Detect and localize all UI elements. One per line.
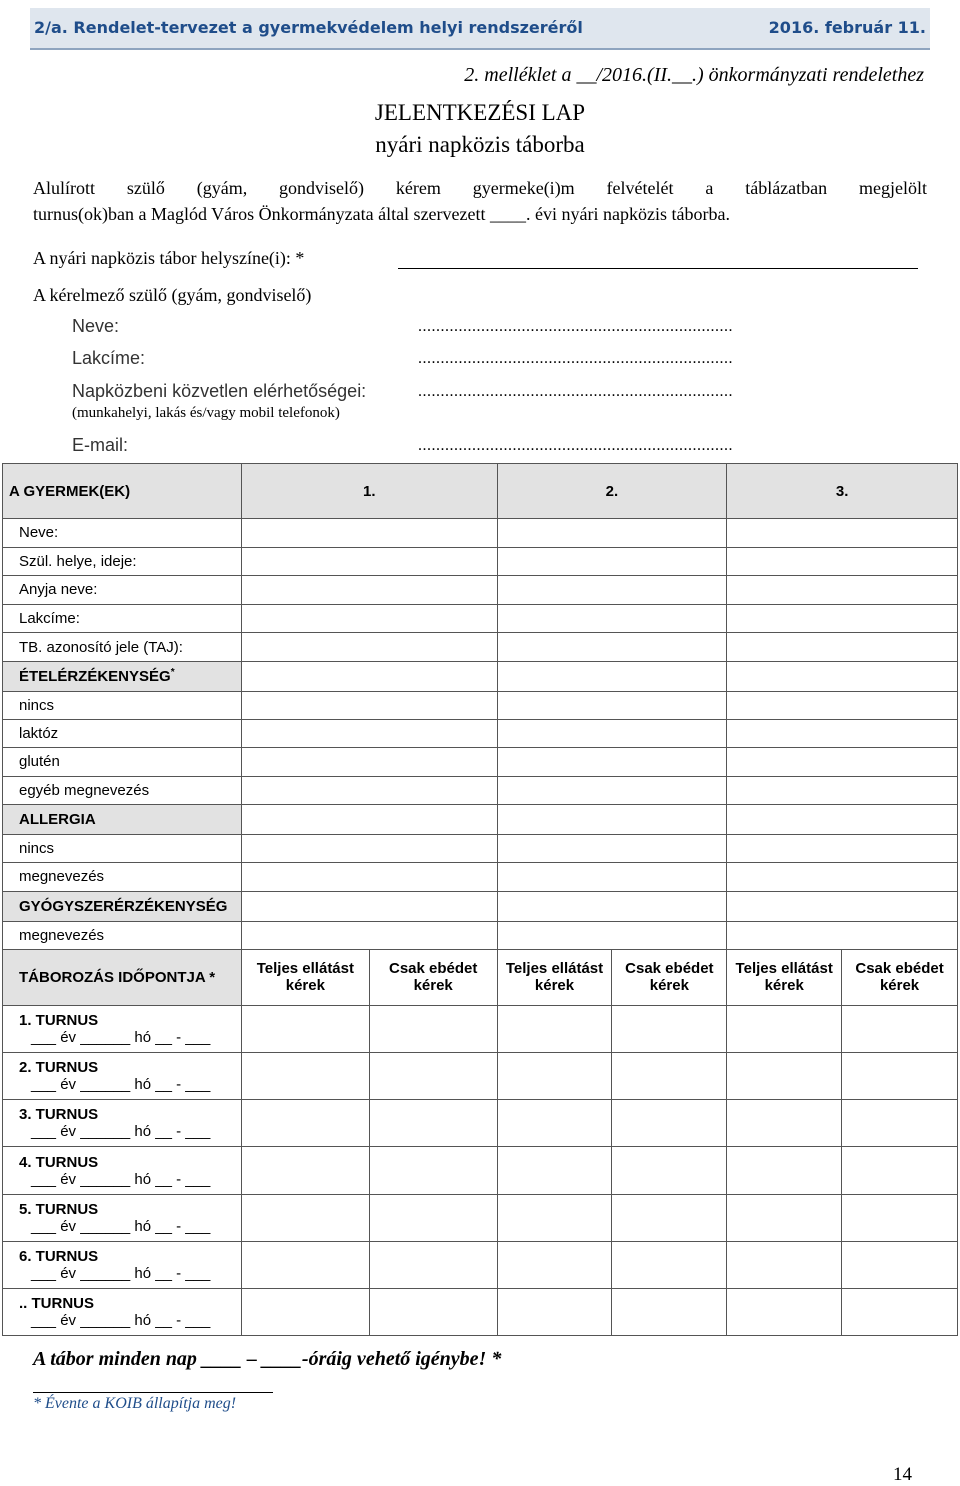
child-3-cell[interactable] [727,633,958,662]
parent-contact-label: Napközbeni közvetlen elérhetőségei: [72,381,367,401]
page-number: 14 [893,1464,912,1485]
child-2-cell[interactable] [497,720,727,748]
turnus-checkbox-cell[interactable] [369,1194,497,1241]
parent-address-label: Lakcíme: [72,348,146,368]
drug-heading-row [3,891,958,921]
child-data-row [3,604,958,633]
child-3-cell[interactable] [727,691,958,719]
location-label: A nyári napközis tábor helyszíne(i): * [33,248,305,268]
turnus-checkbox-cell[interactable] [241,1100,369,1147]
drug-row [3,921,958,949]
child-1-cell[interactable] [241,834,497,862]
parent-name-label: Neve: [72,316,120,336]
child-1-cell[interactable] [241,519,497,548]
running-header [30,8,930,50]
parent-address-field[interactable]: ...................................................................... [418,350,733,367]
turnus-checkbox-cell[interactable] [497,1053,612,1100]
camp-heading-row [3,949,958,1005]
child-1-cell[interactable] [241,633,497,662]
turnus-checkbox-cell[interactable] [612,1100,727,1147]
children-heading: A GYERMEK(EK) [3,464,242,519]
child-col-3: 3. [727,464,958,519]
turnus-label [3,1005,242,1052]
child-2-cell[interactable] [497,519,727,548]
child-col-2: 2. [497,464,727,519]
child-3-cell[interactable] [727,576,958,605]
food-label: nincs [3,691,242,719]
child-data-label: Neve: [3,519,242,548]
form-subtitle: nyári napközis táborba [375,132,585,157]
food-label: laktóz [3,720,242,748]
food-row [3,748,958,776]
child-1-cell[interactable] [241,863,497,891]
child-2-cell[interactable] [497,863,727,891]
turnus-checkbox-cell[interactable] [497,1289,612,1336]
turnus-name: 6. TURNUS [19,1247,99,1265]
parent-contact-note: (munkahelyi, lakás és/vagy mobil telefonok) [72,405,340,421]
allergy-label: megnevezés [3,863,242,891]
turnus-checkbox-cell[interactable] [369,1241,497,1288]
child-2-cell[interactable] [497,633,727,662]
child3-lunch-header: Csak ebédet kérek [842,949,958,1005]
child-1-cell[interactable] [241,604,497,633]
child-2-cell[interactable] [497,604,727,633]
child-data-label: TB. azonosító jele (TAJ): [3,633,242,662]
location-field[interactable] [398,268,918,269]
turnus-date-field[interactable]: ___ év ______ hó __ - ___ [31,1076,211,1094]
turnus-name: 4. TURNUS [19,1153,99,1171]
turnus-checkbox-cell[interactable] [497,1100,612,1147]
turnus-label [3,1241,242,1288]
child1-lunch-header: Csak ebédet kérek [369,949,497,1005]
footnote: * Évente a KOIB állapítja meg! [33,1395,237,1412]
turnus-row [3,1147,958,1194]
child-3-cell[interactable] [727,547,958,576]
child-col-1: 1. [241,464,497,519]
turnus-name: 5. TURNUS [19,1200,99,1218]
turnus-checkbox-cell[interactable] [369,1147,497,1194]
turnus-label [3,1147,242,1194]
annex-reference: 2. melléklet a __/2016.(II.__.) önkormányzati rendelethez [464,64,924,86]
turnus-checkbox-cell[interactable] [497,1147,612,1194]
child-3-cell[interactable] [727,748,958,776]
turnus-label [3,1289,242,1336]
child-3-cell[interactable] [727,776,958,804]
child-1-cell[interactable] [241,576,497,605]
turnus-checkbox-cell[interactable] [241,1147,369,1194]
turnus-row [3,1100,958,1147]
child-3-cell[interactable] [727,519,958,548]
child-1-cell[interactable] [241,776,497,804]
child-2-cell[interactable] [497,748,727,776]
turnus-label [3,1053,242,1100]
intro-line-1: Alulírott szülő (gyám, gondviselő) kérem gyermeke(i)m felvételét a táblázatban megjelölt [33,178,927,198]
child-2-cell[interactable] [497,576,727,605]
turnus-checkbox-cell[interactable] [241,1194,369,1241]
form-title: JELENTKEZÉSI LAP [374,100,586,125]
child-2-cell[interactable] [497,834,727,862]
child2-full-header: Teljes ellátást kérek [497,949,612,1005]
parent-email-field[interactable]: ...................................................................... [418,437,733,454]
turnus-name: 3. TURNUS [19,1106,99,1124]
turnus-date-field[interactable]: ___ év ______ hó __ - ___ [31,1312,211,1330]
child-data-row [3,576,958,605]
turnus-checkbox-cell[interactable] [727,1147,842,1194]
turnus-name: .. TURNUS [19,1295,94,1313]
turnus-checkbox-cell[interactable] [842,1289,958,1336]
child-3-cell[interactable] [727,863,958,891]
child-3-cell[interactable] [727,720,958,748]
header-title: 2/a. Rendelet-tervezet a gyermekvédelem helyi rendszeréről [34,18,583,37]
turnus-date-field[interactable]: ___ év ______ hó __ - ___ [31,1170,211,1188]
turnus-checkbox-cell[interactable] [842,1100,958,1147]
drug-heading: GYÓGYSZERÉRZÉKENYSÉG [3,891,242,921]
table-header-row [3,464,958,519]
turnus-checkbox-cell[interactable] [842,1194,958,1241]
child-data-row [3,547,958,576]
turnus-row [3,1289,958,1336]
turnus-checkbox-cell[interactable] [241,1241,369,1288]
allergy-row [3,863,958,891]
turnus-checkbox-cell[interactable] [612,1194,727,1241]
food-label: glutén [3,748,242,776]
allergy-heading-row [3,804,958,834]
food-row [3,720,958,748]
turnus-label [3,1100,242,1147]
turnus-checkbox-cell[interactable] [612,1241,727,1288]
turnus-date-field[interactable]: ___ év ______ hó __ - ___ [31,1028,211,1046]
turnus-row [3,1241,958,1288]
child-2-cell[interactable] [497,776,727,804]
allergy-row [3,834,958,862]
food-row [3,691,958,719]
turnus-name: 2. TURNUS [19,1059,99,1077]
intro-line-2: turnus(ok)ban a Maglód Város Önkormányzata által szervezett ____. évi nyári napközis táborba. [33,204,730,224]
turnus-row [3,1053,958,1100]
turnus-checkbox-cell[interactable] [369,1289,497,1336]
turnus-checkbox-cell[interactable] [497,1005,612,1052]
child-2-cell[interactable] [497,691,727,719]
child-3-cell[interactable] [727,921,958,949]
child2-lunch-header: Csak ebédet kérek [612,949,727,1005]
turnus-label [3,1194,242,1241]
turnus-date-field[interactable]: ___ év ______ hó __ - ___ [31,1264,211,1282]
turnus-checkbox-cell[interactable] [842,1147,958,1194]
turnus-name: 1. TURNUS [19,1011,99,1029]
turnus-checkbox-cell[interactable] [369,1100,497,1147]
turnus-checkbox-cell[interactable] [241,1005,369,1052]
child-data-label: Lakcíme: [3,604,242,633]
turnus-checkbox-cell[interactable] [727,1053,842,1100]
parent-contact-field[interactable]: ...................................................................... [418,383,733,400]
turnus-checkbox-cell[interactable] [612,1053,727,1100]
children-table [2,463,958,1336]
turnus-checkbox-cell[interactable] [727,1289,842,1336]
turnus-checkbox-cell[interactable] [727,1194,842,1241]
child-data-label: Szül. helye, ideje: [3,547,242,576]
child-data-row [3,633,958,662]
footnote-rule [33,1392,273,1393]
child-1-cell[interactable] [241,720,497,748]
child-1-cell[interactable] [241,547,497,576]
drug-label: megnevezés [3,921,242,949]
food-heading: ÉTELÉRZÉKENYSÉG* [3,661,242,691]
allergy-label: nincs [3,834,242,862]
food-label: egyéb megnevezés [3,776,242,804]
header-date: 2016. február 11. [768,18,926,37]
turnus-checkbox-cell[interactable] [369,1053,497,1100]
child-1-cell[interactable] [241,691,497,719]
turnus-date-field[interactable]: ___ év ______ hó __ - ___ [31,1123,211,1141]
turnus-checkbox-cell[interactable] [612,1289,727,1336]
food-row [3,776,958,804]
turnus-checkbox-cell[interactable] [369,1005,497,1052]
turnus-checkbox-cell[interactable] [842,1241,958,1288]
child-data-row [3,519,958,548]
intro-paragraph [33,175,927,227]
food-heading-row [3,661,958,691]
turnus-checkbox-cell[interactable] [727,1005,842,1052]
child-data-label: Anyja neve: [3,576,242,605]
child1-full-header: Teljes ellátást kérek [241,949,369,1005]
child3-full-header: Teljes ellátást kérek [727,949,842,1005]
turnus-checkbox-cell[interactable] [727,1100,842,1147]
camp-heading: TÁBOROZÁS IDŐPONTJA * [3,949,242,1005]
turnus-checkbox-cell[interactable] [842,1053,958,1100]
parent-heading: A kérelmező szülő (gyám, gondviselő) [33,285,312,305]
child-1-cell[interactable] [241,921,497,949]
child-2-cell[interactable] [497,921,727,949]
turnus-checkbox-cell[interactable] [241,1053,369,1100]
allergy-heading: ALLERGIA [3,804,242,834]
parent-name-field[interactable]: ...................................................................... [418,318,733,335]
child-3-cell[interactable] [727,604,958,633]
daily-hours-note: A tábor minden nap ____ – ____-óráig vehető igénybe! * [33,1348,502,1370]
parent-email-label: E-mail: [72,435,129,455]
turnus-checkbox-cell[interactable] [497,1241,612,1288]
turnus-checkbox-cell[interactable] [612,1147,727,1194]
turnus-checkbox-cell[interactable] [241,1289,369,1336]
turnus-checkbox-cell[interactable] [497,1194,612,1241]
turnus-checkbox-cell[interactable] [842,1005,958,1052]
turnus-checkbox-cell[interactable] [727,1241,842,1288]
turnus-checkbox-cell[interactable] [612,1005,727,1052]
turnus-row [3,1194,958,1241]
child-1-cell[interactable] [241,748,497,776]
turnus-row [3,1005,958,1052]
turnus-date-field[interactable]: ___ év ______ hó __ - ___ [31,1217,211,1235]
child-3-cell[interactable] [727,834,958,862]
child-2-cell[interactable] [497,547,727,576]
